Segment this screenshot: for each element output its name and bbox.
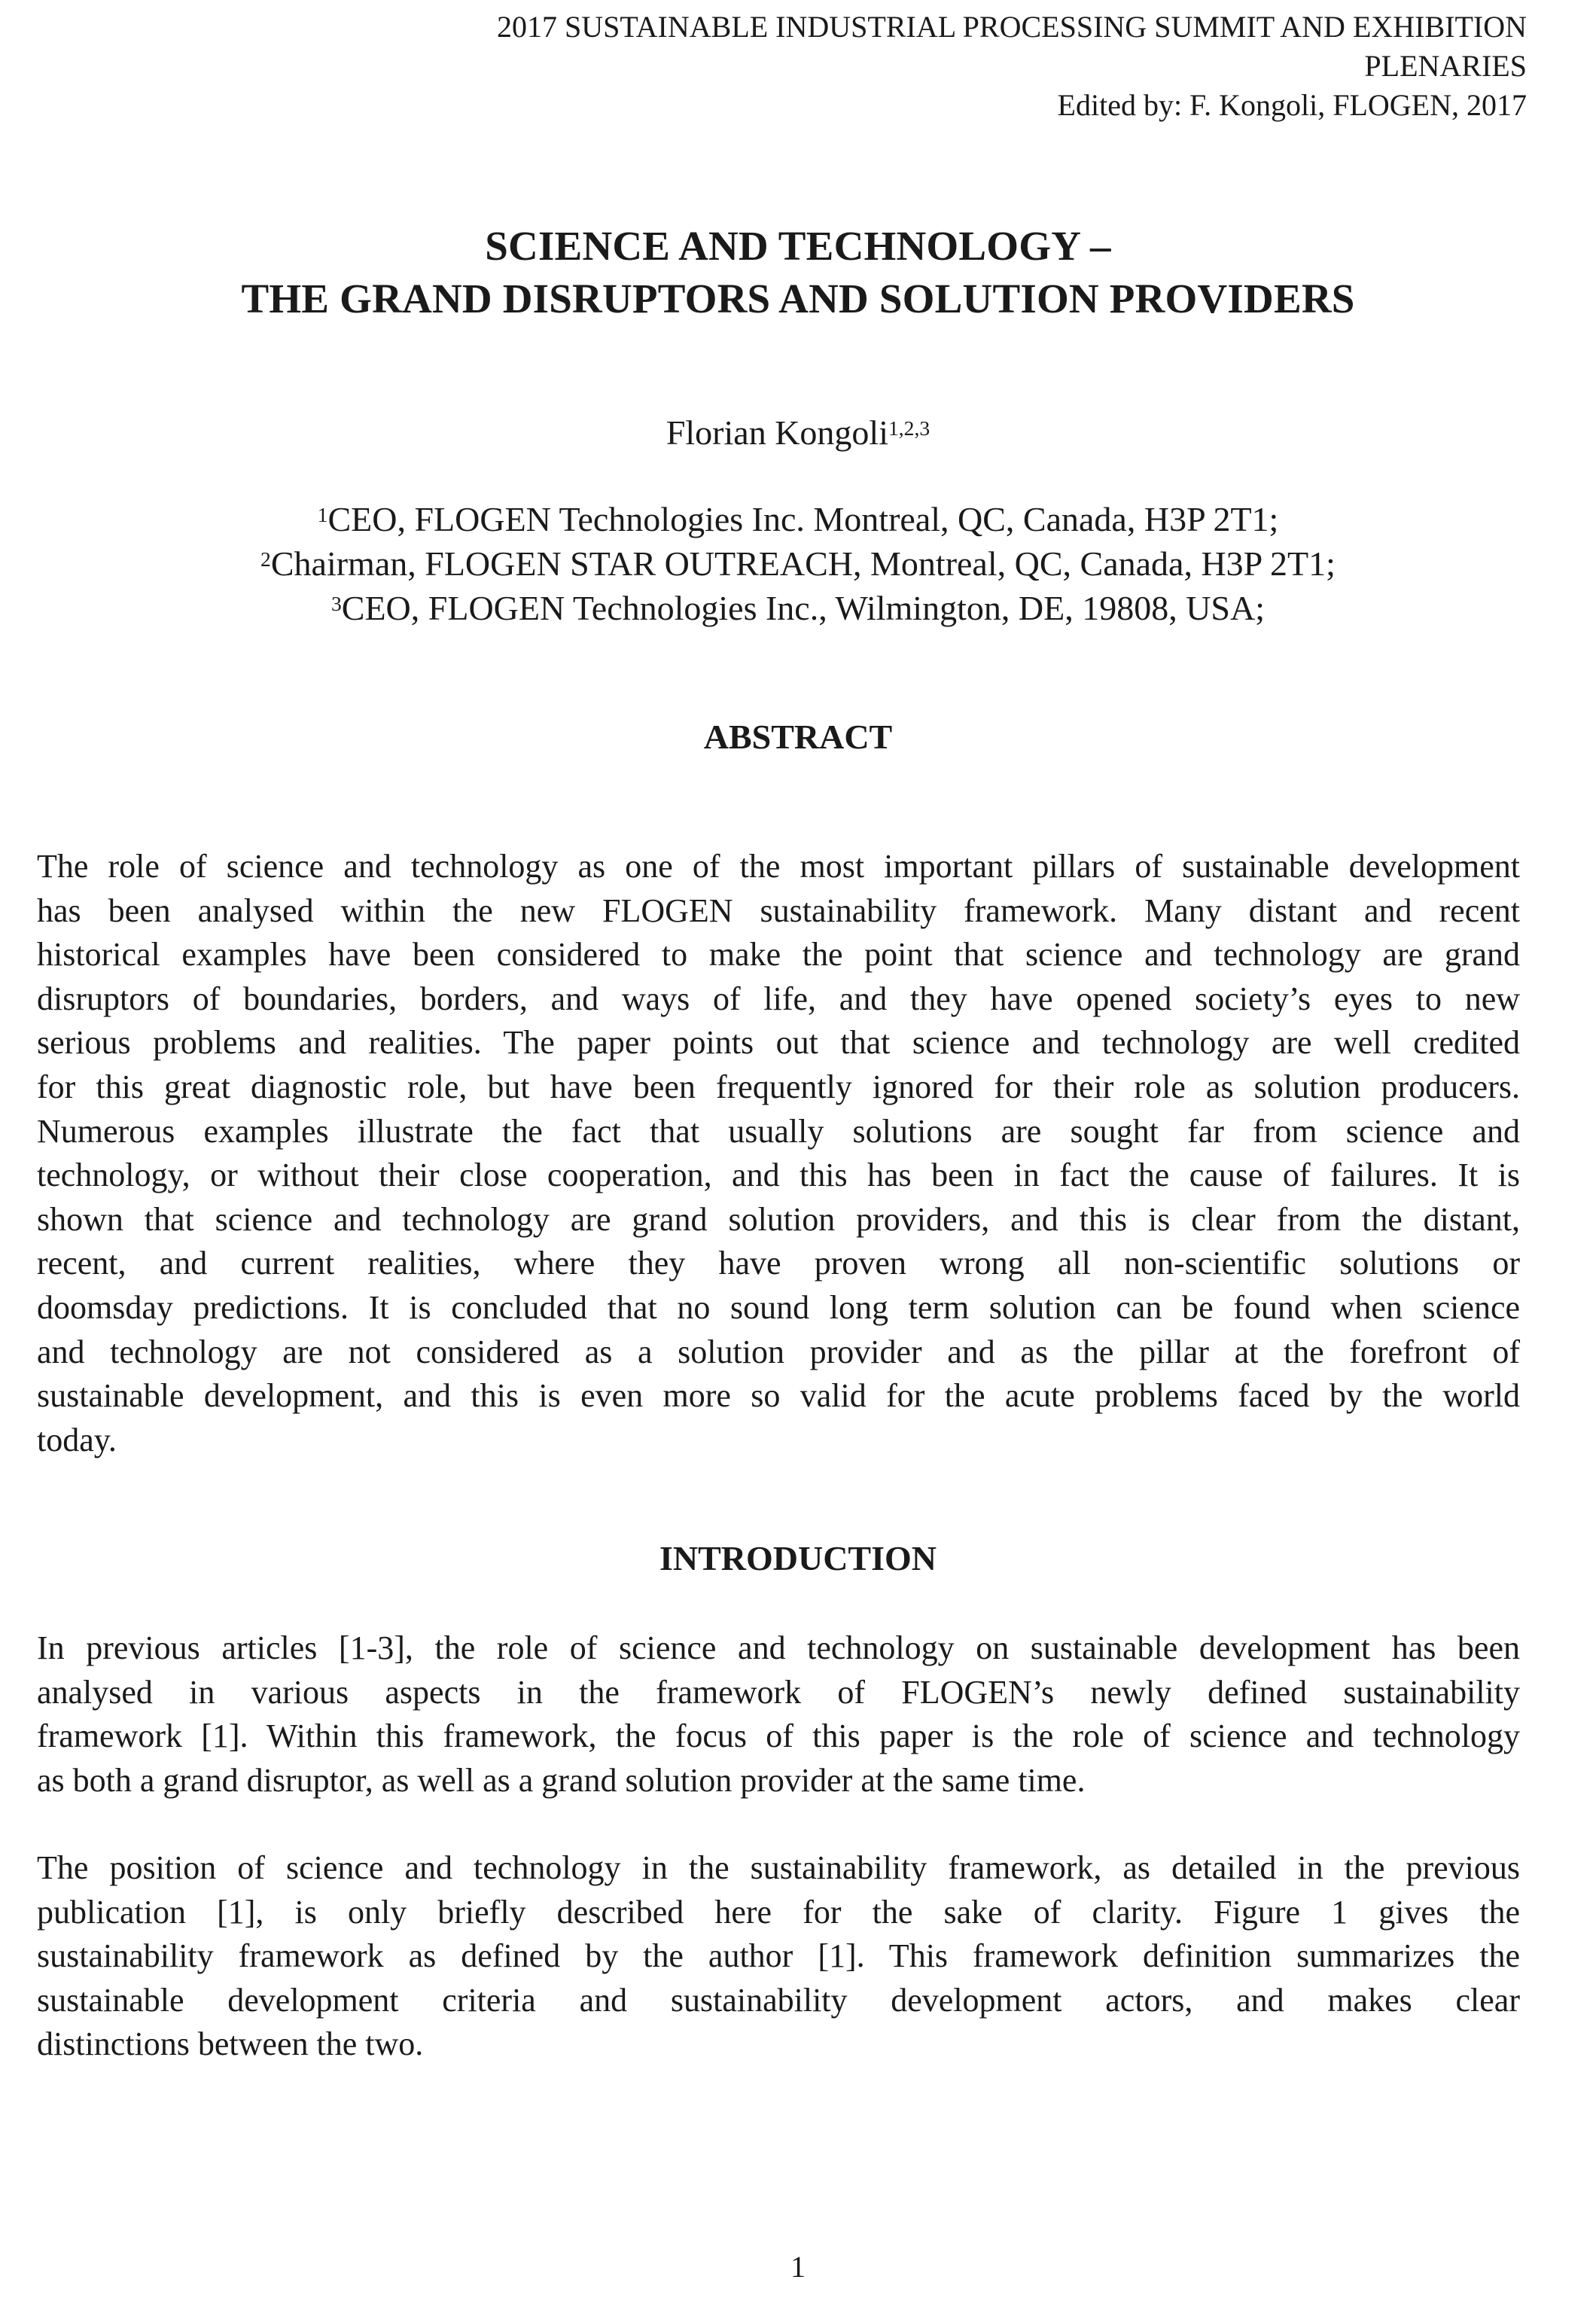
introduction-heading: INTRODUCTION <box>659 1539 937 1577</box>
affiliation-3 <box>0 586 1596 630</box>
text-line: as both a grand disruptor, as well as a grand solution provider at the same time. <box>37 1761 1086 1799</box>
text-line: Numerous examples illustrate the fact that usually solutions are sought far from science and <box>37 1112 1520 1150</box>
affiliation-mark: 2 <box>260 547 271 571</box>
affiliation-text: CEO, FLOGEN Technologies Inc. Montreal, QC, Canada, H3P 2T1; <box>327 500 1279 538</box>
text-line: serious problems and realities. The paper points out that science and technology are well credited <box>37 1024 1520 1062</box>
page-number: 1 <box>790 2250 806 2284</box>
abstract-heading: ABSTRACT <box>703 718 893 756</box>
header-editor-line: Edited by: F. Kongoli, FLOGEN, 2017 <box>1057 88 1527 122</box>
affiliations <box>0 497 1596 630</box>
affiliation-mark: 3 <box>330 591 342 615</box>
text-line: The role of science and technology as one of the most important pillars of sustainable development <box>37 848 1520 885</box>
affiliation-2 <box>0 541 1596 586</box>
affiliation-mark: 1 <box>317 502 328 526</box>
author-name: Florian Kongoli <box>666 413 888 452</box>
text-line: framework [1]. Within this framework, the focus of this paper is the role of science and technology <box>37 1717 1520 1755</box>
affiliation-text: Chairman, FLOGEN STAR OUTREACH, Montreal, QC, Canada, H3P 2T1; <box>270 544 1336 583</box>
text-line: technology, or without their close cooperation, and this has been in fact the cause of failures. It is <box>37 1157 1520 1194</box>
text-line: doomsday predictions. It is concluded that no sound long term solution can be found when science <box>37 1288 1520 1326</box>
text-line: sustainable development, and this is even more so valid for the acute problems faced by the world <box>37 1377 1520 1415</box>
text-line: In previous articles [1-3], the role of science and technology on sustainable development has been <box>37 1629 1520 1666</box>
title-line-2: THE GRAND DISRUPTORS AND SOLUTION PROVIDERS <box>241 276 1355 322</box>
text-line: and technology are not considered as a solution provider and as the pillar at the forefront of <box>37 1333 1520 1370</box>
text-line: distinctions between the two. <box>37 2025 424 2063</box>
text-line: for this great diagnostic role, but have been frequently ignored for their role as solution producers. <box>37 1068 1520 1105</box>
introduction-paragraph-1 <box>37 1626 1520 1803</box>
affiliation-1 <box>0 497 1596 541</box>
text-line: shown that science and technology are grand solution providers, and this is clear from the distant, <box>37 1200 1520 1238</box>
text-line: disruptors of boundaries, borders, and ways of life, and they have opened society’s eyes to new <box>37 980 1520 1017</box>
text-line: publication [1], is only briefly described here for the sake of clarity. Figure 1 gives the <box>37 1893 1520 1931</box>
text-line: today. <box>37 1421 117 1458</box>
text-line: recent, and current realities, where they have proven wrong all non-scientific solutions or <box>37 1245 1520 1282</box>
introduction-paragraph-2 <box>37 1846 1520 2067</box>
title-line-1: SCIENCE AND TECHNOLOGY – <box>485 223 1111 269</box>
text-line: sustainable development criteria and sustainability development actors, and makes clear <box>37 1981 1520 2019</box>
text-line: The position of science and technology in the sustainability framework, as detailed in the previous <box>37 1849 1520 1886</box>
text-line: has been analysed within the new FLOGEN sustainability framework. Many distant and recent <box>37 891 1520 929</box>
abstract-paragraph <box>37 845 1520 1462</box>
author-line <box>0 410 1596 456</box>
text-line: historical examples have been considered to make the point that science and technology are grand <box>37 936 1520 974</box>
affiliation-text: CEO, FLOGEN Technologies Inc., Wilmington, DE, 19808, USA; <box>341 589 1265 627</box>
header-conference-line: 2017 SUSTAINABLE INDUSTRIAL PROCESSING SUMMIT AND EXHIBITION <box>497 10 1527 44</box>
text-line: analysed in various aspects in the framework of FLOGEN’s newly defined sustainability <box>37 1673 1520 1711</box>
header-section-line: PLENARIES <box>1364 49 1527 83</box>
text-line: sustainability framework as defined by the author [1]. This framework definition summarizes the <box>37 1937 1520 1975</box>
author-affiliation-marks: 1,2,3 <box>888 416 930 440</box>
running-header <box>497 8 1527 125</box>
paper-title <box>0 220 1596 325</box>
